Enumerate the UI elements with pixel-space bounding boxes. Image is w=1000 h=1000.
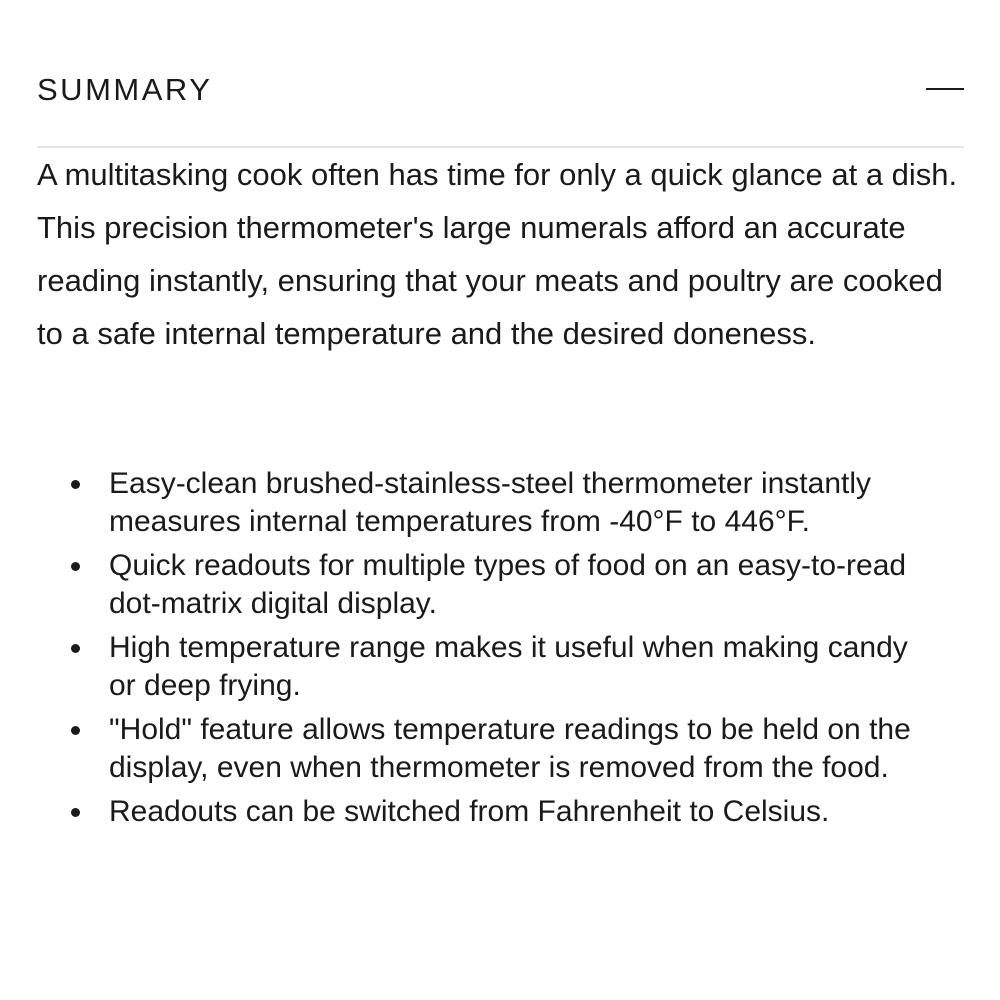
- feature-item: [37, 629, 937, 705]
- bullet-icon: [71, 480, 80, 489]
- feature-item: [37, 465, 937, 541]
- minus-icon: [926, 88, 964, 90]
- feature-text: Quick readouts for multiple types of food on an easy-to-read dot-matrix digital display.: [109, 549, 907, 620]
- feature-item: [37, 547, 937, 623]
- collapse-toggle-button[interactable]: [922, 72, 964, 106]
- feature-item: [37, 793, 937, 831]
- section-title: SUMMARY: [37, 72, 213, 107]
- bullet-icon: [71, 808, 80, 817]
- feature-text: Readouts can be switched from Fahrenheit to Celsius.: [109, 795, 830, 828]
- feature-text: High temperature range makes it useful when making candy or deep frying.: [109, 631, 908, 702]
- features-list: [37, 465, 937, 837]
- feature-item: [37, 711, 937, 787]
- bullet-icon: [71, 726, 80, 735]
- bullet-icon: [71, 644, 80, 653]
- summary-paragraph: A multitasking cook often has time for only a quick glance at a dish. This precision thermometer's large numerals afford an accurate reading instantly, ensuring that your meats and poultry are cooked to a safe internal temperature and the desired doneness.: [37, 157, 958, 351]
- feature-text: "Hold" feature allows temperature readings to be held on the display, even when thermometer is removed from the food.: [109, 713, 911, 784]
- summary-header[interactable]: [37, 66, 964, 112]
- feature-text: Easy-clean brushed-stainless-steel thermometer instantly measures internal temperatures from -40°F to 446°F.: [109, 467, 871, 538]
- bullet-icon: [71, 562, 80, 571]
